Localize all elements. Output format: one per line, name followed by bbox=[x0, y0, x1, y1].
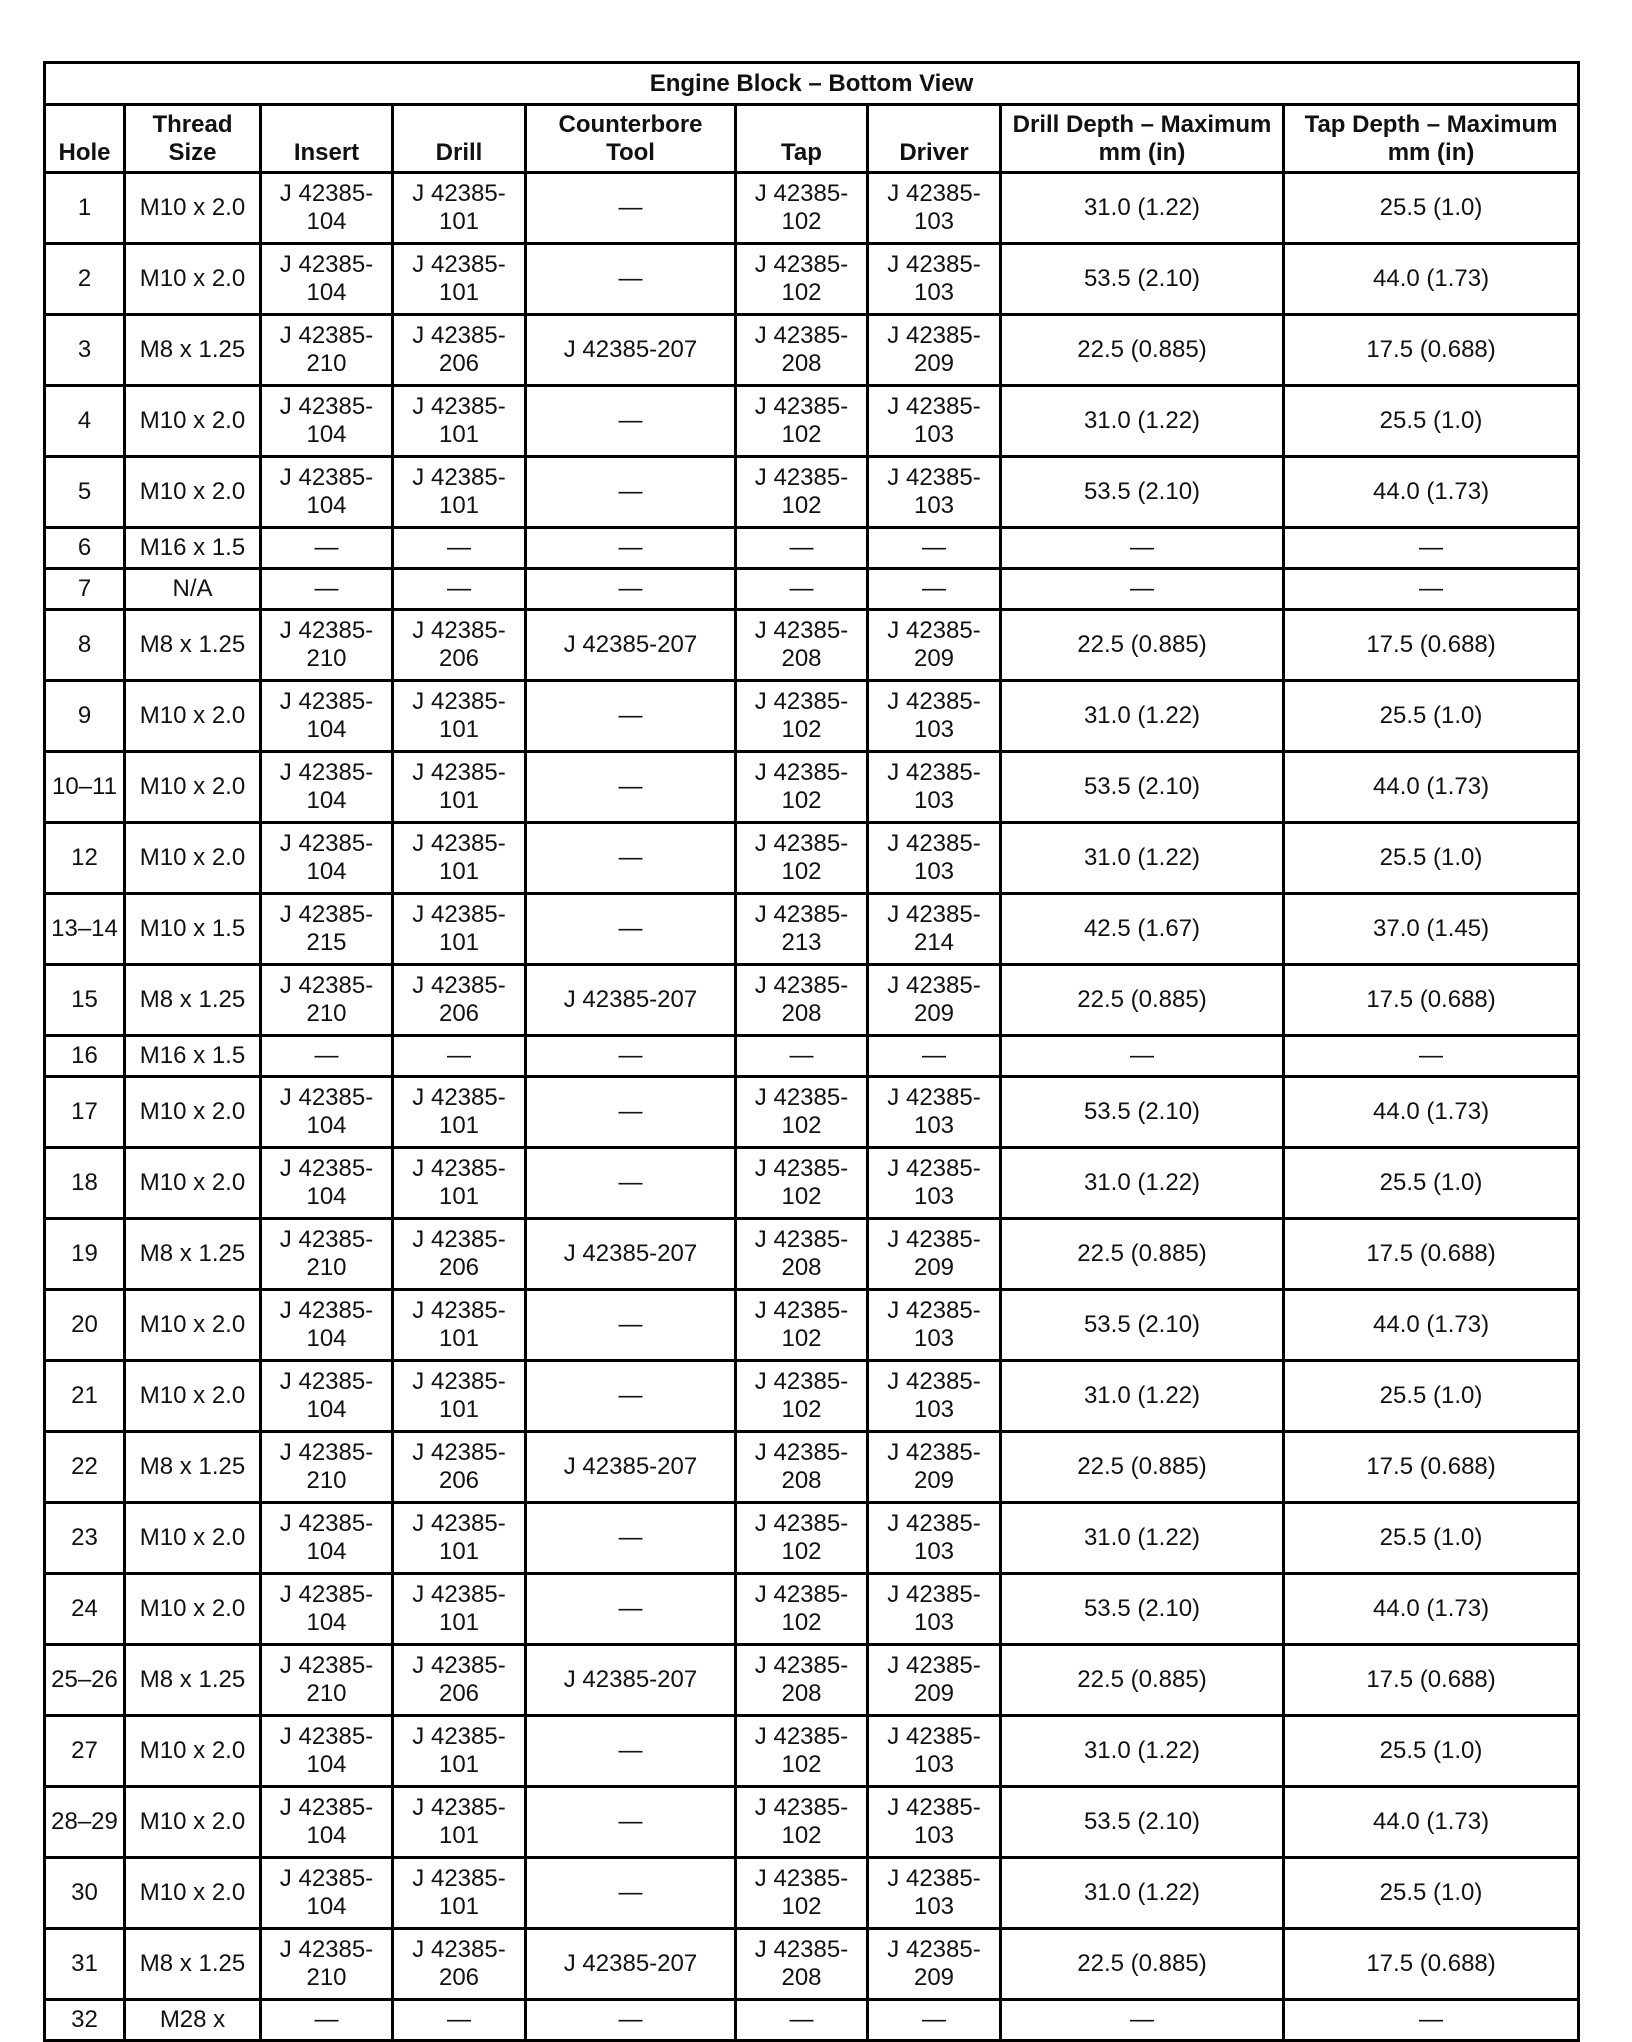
cell-hole: 20 bbox=[45, 1290, 125, 1361]
cell-hole: 25–26 bbox=[45, 1645, 125, 1716]
cell-counterbore-tool: — bbox=[526, 1290, 736, 1361]
cell-insert: J 42385-104 bbox=[261, 173, 393, 244]
cell-tap-depth: 44.0 (1.73) bbox=[1284, 1574, 1579, 1645]
cell-tap-depth: 25.5 (1.0) bbox=[1284, 681, 1579, 752]
cell-insert: J 42385-104 bbox=[261, 386, 393, 457]
cell-thread-size: M10 x 2.0 bbox=[125, 752, 261, 823]
cell-tap-depth: — bbox=[1284, 569, 1579, 610]
cell-tap-depth: 25.5 (1.0) bbox=[1284, 386, 1579, 457]
cell-tap: J 42385-102 bbox=[736, 1148, 868, 1219]
cell-drill-depth: 53.5 (2.10) bbox=[1001, 244, 1284, 315]
cell-hole: 24 bbox=[45, 1574, 125, 1645]
cell-hole: 15 bbox=[45, 965, 125, 1036]
cell-counterbore-tool: — bbox=[526, 173, 736, 244]
table-row bbox=[45, 1929, 1579, 2000]
cell-tap: J 42385-102 bbox=[736, 386, 868, 457]
cell-hole: 4 bbox=[45, 386, 125, 457]
cell-insert: J 42385-210 bbox=[261, 965, 393, 1036]
cell-tap: — bbox=[736, 569, 868, 610]
cell-hole: 31 bbox=[45, 1929, 125, 2000]
cell-hole: 28–29 bbox=[45, 1787, 125, 1858]
cell-insert: J 42385-210 bbox=[261, 1929, 393, 2000]
cell-tap: J 42385-208 bbox=[736, 1929, 868, 2000]
cell-tap-depth: 44.0 (1.73) bbox=[1284, 1290, 1579, 1361]
cell-tap: J 42385-102 bbox=[736, 1077, 868, 1148]
cell-insert: J 42385-104 bbox=[261, 752, 393, 823]
cell-tap: J 42385-208 bbox=[736, 1645, 868, 1716]
table-row bbox=[45, 315, 1579, 386]
cell-driver: J 42385-209 bbox=[868, 1432, 1001, 1503]
cell-tap-depth: 17.5 (0.688) bbox=[1284, 315, 1579, 386]
cell-hole: 13–14 bbox=[45, 894, 125, 965]
cell-driver: J 42385-103 bbox=[868, 752, 1001, 823]
cell-drill: J 42385-206 bbox=[393, 1432, 526, 1503]
cell-drill: J 42385-101 bbox=[393, 1077, 526, 1148]
cell-driver: J 42385-209 bbox=[868, 1219, 1001, 1290]
cell-tap: J 42385-102 bbox=[736, 173, 868, 244]
cell-tap: J 42385-102 bbox=[736, 1503, 868, 1574]
cell-counterbore-tool: J 42385-207 bbox=[526, 1645, 736, 1716]
cell-counterbore-tool: — bbox=[526, 1716, 736, 1787]
cell-tap-depth: 44.0 (1.73) bbox=[1284, 244, 1579, 315]
cell-drill: J 42385-101 bbox=[393, 1574, 526, 1645]
table-row bbox=[45, 1716, 1579, 1787]
cell-thread-size: M8 x 1.25 bbox=[125, 1929, 261, 2000]
cell-drill-depth: — bbox=[1001, 1036, 1284, 1077]
header-drill-depth: Drill Depth – Maximum mm (in) bbox=[1001, 105, 1284, 173]
cell-drill: — bbox=[393, 1036, 526, 1077]
cell-tap-depth: 17.5 (0.688) bbox=[1284, 965, 1579, 1036]
cell-tap-depth: 25.5 (1.0) bbox=[1284, 823, 1579, 894]
cell-drill-depth: 31.0 (1.22) bbox=[1001, 1148, 1284, 1219]
cell-tap-depth: — bbox=[1284, 528, 1579, 569]
cell-hole: 17 bbox=[45, 1077, 125, 1148]
cell-thread-size: M8 x 1.25 bbox=[125, 610, 261, 681]
cell-driver: J 42385-209 bbox=[868, 1929, 1001, 2000]
cell-tap: — bbox=[736, 1036, 868, 1077]
cell-drill-depth: 53.5 (2.10) bbox=[1001, 1787, 1284, 1858]
cell-insert: J 42385-210 bbox=[261, 315, 393, 386]
cell-tap-depth: 17.5 (0.688) bbox=[1284, 1432, 1579, 1503]
cell-thread-size: M10 x 2.0 bbox=[125, 1503, 261, 1574]
cell-insert: J 42385-104 bbox=[261, 1290, 393, 1361]
cell-thread-size: M10 x 2.0 bbox=[125, 1574, 261, 1645]
cell-tap-depth: 17.5 (0.688) bbox=[1284, 1219, 1579, 1290]
cell-drill-depth: — bbox=[1001, 569, 1284, 610]
table-row bbox=[45, 1077, 1579, 1148]
cell-tap-depth: 37.0 (1.45) bbox=[1284, 894, 1579, 965]
cell-driver: J 42385-103 bbox=[868, 1858, 1001, 1929]
cell-counterbore-tool: — bbox=[526, 894, 736, 965]
table-row bbox=[45, 1432, 1579, 1503]
cell-hole: 5 bbox=[45, 457, 125, 528]
cell-counterbore-tool: — bbox=[526, 244, 736, 315]
cell-driver: — bbox=[868, 1036, 1001, 1077]
cell-tap-depth: 17.5 (0.688) bbox=[1284, 1645, 1579, 1716]
cell-drill: J 42385-206 bbox=[393, 1219, 526, 1290]
cell-drill: J 42385-206 bbox=[393, 965, 526, 1036]
cell-counterbore-tool: — bbox=[526, 2000, 736, 2041]
cell-counterbore-tool: — bbox=[526, 1787, 736, 1858]
cell-tap-depth: 17.5 (0.688) bbox=[1284, 1929, 1579, 2000]
cell-insert: — bbox=[261, 569, 393, 610]
cell-drill: J 42385-101 bbox=[393, 173, 526, 244]
cell-drill-depth: 42.5 (1.67) bbox=[1001, 894, 1284, 965]
cell-thread-size: M16 x 1.5 bbox=[125, 528, 261, 569]
cell-counterbore-tool: — bbox=[526, 386, 736, 457]
cell-thread-size: M10 x 2.0 bbox=[125, 1077, 261, 1148]
cell-tap: J 42385-208 bbox=[736, 610, 868, 681]
header-tap-depth: Tap Depth – Maximum mm (in) bbox=[1284, 105, 1579, 173]
cell-thread-size: M10 x 2.0 bbox=[125, 1148, 261, 1219]
cell-insert: J 42385-210 bbox=[261, 1219, 393, 1290]
cell-tap: — bbox=[736, 528, 868, 569]
cell-drill-depth: 53.5 (2.10) bbox=[1001, 1077, 1284, 1148]
cell-thread-size: M8 x 1.25 bbox=[125, 315, 261, 386]
table-row bbox=[45, 965, 1579, 1036]
cell-driver: J 42385-214 bbox=[868, 894, 1001, 965]
cell-thread-size: M10 x 2.0 bbox=[125, 1716, 261, 1787]
cell-tap: J 42385-208 bbox=[736, 965, 868, 1036]
table-row bbox=[45, 1503, 1579, 1574]
cell-tap: J 42385-102 bbox=[736, 681, 868, 752]
cell-counterbore-tool: J 42385-207 bbox=[526, 315, 736, 386]
cell-thread-size: M8 x 1.25 bbox=[125, 1645, 261, 1716]
cell-tap: J 42385-102 bbox=[736, 1716, 868, 1787]
cell-counterbore-tool: — bbox=[526, 1574, 736, 1645]
cell-tap-depth: 25.5 (1.0) bbox=[1284, 1858, 1579, 1929]
table-row bbox=[45, 1787, 1579, 1858]
cell-tap-depth: 44.0 (1.73) bbox=[1284, 752, 1579, 823]
cell-drill: J 42385-101 bbox=[393, 386, 526, 457]
cell-hole: 3 bbox=[45, 315, 125, 386]
cell-counterbore-tool: J 42385-207 bbox=[526, 1432, 736, 1503]
cell-tap-depth: 25.5 (1.0) bbox=[1284, 1716, 1579, 1787]
cell-tap: J 42385-102 bbox=[736, 1787, 868, 1858]
cell-hole: 2 bbox=[45, 244, 125, 315]
cell-counterbore-tool: J 42385-207 bbox=[526, 1929, 736, 2000]
cell-thread-size: M10 x 2.0 bbox=[125, 1858, 261, 1929]
cell-counterbore-tool: — bbox=[526, 528, 736, 569]
cell-tap: J 42385-208 bbox=[736, 1432, 868, 1503]
cell-thread-size: M10 x 1.5 bbox=[125, 894, 261, 965]
cell-hole: 22 bbox=[45, 1432, 125, 1503]
cell-hole: 18 bbox=[45, 1148, 125, 1219]
cell-thread-size: M8 x 1.25 bbox=[125, 965, 261, 1036]
cell-tap-depth: 25.5 (1.0) bbox=[1284, 173, 1579, 244]
cell-drill-depth: 22.5 (0.885) bbox=[1001, 1929, 1284, 2000]
table-row bbox=[45, 681, 1579, 752]
cell-thread-size: M10 x 2.0 bbox=[125, 244, 261, 315]
cell-driver: — bbox=[868, 528, 1001, 569]
cell-insert: J 42385-210 bbox=[261, 1645, 393, 1716]
cell-drill: J 42385-101 bbox=[393, 1787, 526, 1858]
cell-drill: J 42385-206 bbox=[393, 610, 526, 681]
table-header-row bbox=[45, 105, 1579, 173]
cell-drill: J 42385-101 bbox=[393, 244, 526, 315]
cell-thread-size: M10 x 2.0 bbox=[125, 1787, 261, 1858]
cell-tap: J 42385-102 bbox=[736, 457, 868, 528]
table-title-row bbox=[45, 63, 1579, 105]
cell-hole: 19 bbox=[45, 1219, 125, 1290]
cell-driver: — bbox=[868, 2000, 1001, 2041]
cell-insert: J 42385-104 bbox=[261, 1077, 393, 1148]
cell-driver: J 42385-103 bbox=[868, 244, 1001, 315]
cell-hole: 9 bbox=[45, 681, 125, 752]
cell-drill-depth: 22.5 (0.885) bbox=[1001, 1219, 1284, 1290]
cell-drill: J 42385-101 bbox=[393, 752, 526, 823]
cell-thread-size: M10 x 2.0 bbox=[125, 823, 261, 894]
cell-insert: J 42385-104 bbox=[261, 1503, 393, 1574]
cell-tap: — bbox=[736, 2000, 868, 2041]
table-row bbox=[45, 1036, 1579, 1077]
table-row bbox=[45, 1361, 1579, 1432]
cell-insert: J 42385-210 bbox=[261, 610, 393, 681]
cell-counterbore-tool: — bbox=[526, 1148, 736, 1219]
cell-driver: J 42385-209 bbox=[868, 610, 1001, 681]
cell-drill: J 42385-101 bbox=[393, 457, 526, 528]
cell-drill-depth: 53.5 (2.10) bbox=[1001, 752, 1284, 823]
cell-insert: J 42385-104 bbox=[261, 1787, 393, 1858]
cell-drill: J 42385-101 bbox=[393, 1858, 526, 1929]
table-row bbox=[45, 610, 1579, 681]
cell-tap-depth: 44.0 (1.73) bbox=[1284, 1077, 1579, 1148]
cell-drill: — bbox=[393, 528, 526, 569]
table-row bbox=[45, 457, 1579, 528]
cell-tap-depth: 25.5 (1.0) bbox=[1284, 1148, 1579, 1219]
cell-driver: J 42385-103 bbox=[868, 1290, 1001, 1361]
cell-thread-size: M8 x 1.25 bbox=[125, 1432, 261, 1503]
table-row bbox=[45, 1645, 1579, 1716]
cell-drill: J 42385-206 bbox=[393, 315, 526, 386]
cell-driver: J 42385-103 bbox=[868, 1361, 1001, 1432]
cell-tap: J 42385-102 bbox=[736, 1858, 868, 1929]
cell-driver: J 42385-103 bbox=[868, 173, 1001, 244]
cell-insert: J 42385-104 bbox=[261, 823, 393, 894]
cell-tap-depth: 25.5 (1.0) bbox=[1284, 1361, 1579, 1432]
cell-drill-depth: 31.0 (1.22) bbox=[1001, 1361, 1284, 1432]
table-row bbox=[45, 823, 1579, 894]
cell-drill-depth: 22.5 (0.885) bbox=[1001, 610, 1284, 681]
cell-thread-size: M16 x 1.5 bbox=[125, 1036, 261, 1077]
cell-tap: J 42385-208 bbox=[736, 315, 868, 386]
cell-tap-depth: 44.0 (1.73) bbox=[1284, 1787, 1579, 1858]
cell-drill: J 42385-101 bbox=[393, 1148, 526, 1219]
table-body bbox=[45, 173, 1579, 2041]
table-row bbox=[45, 894, 1579, 965]
cell-drill: — bbox=[393, 569, 526, 610]
table-row bbox=[45, 386, 1579, 457]
cell-tap-depth: — bbox=[1284, 2000, 1579, 2041]
cell-drill-depth: 53.5 (2.10) bbox=[1001, 1290, 1284, 1361]
cell-drill: J 42385-101 bbox=[393, 1361, 526, 1432]
cell-counterbore-tool: — bbox=[526, 1503, 736, 1574]
table-row bbox=[45, 528, 1579, 569]
table-row bbox=[45, 173, 1579, 244]
cell-drill-depth: 22.5 (0.885) bbox=[1001, 315, 1284, 386]
cell-counterbore-tool: — bbox=[526, 823, 736, 894]
cell-tap-depth: 44.0 (1.73) bbox=[1284, 457, 1579, 528]
table-row bbox=[45, 1148, 1579, 1219]
header-insert: Insert bbox=[261, 105, 393, 173]
cell-hole: 12 bbox=[45, 823, 125, 894]
table-row bbox=[45, 1219, 1579, 1290]
cell-thread-size: M10 x 2.0 bbox=[125, 386, 261, 457]
cell-drill: J 42385-206 bbox=[393, 1929, 526, 2000]
cell-driver: J 42385-103 bbox=[868, 681, 1001, 752]
cell-drill-depth: 22.5 (0.885) bbox=[1001, 965, 1284, 1036]
cell-insert: J 42385-104 bbox=[261, 457, 393, 528]
cell-insert: J 42385-104 bbox=[261, 1574, 393, 1645]
cell-hole: 27 bbox=[45, 1716, 125, 1787]
cell-driver: J 42385-103 bbox=[868, 1787, 1001, 1858]
cell-counterbore-tool: — bbox=[526, 569, 736, 610]
cell-thread-size: M10 x 2.0 bbox=[125, 1361, 261, 1432]
header-driver: Driver bbox=[868, 105, 1001, 173]
cell-hole: 32 bbox=[45, 2000, 125, 2041]
cell-insert: J 42385-104 bbox=[261, 1148, 393, 1219]
cell-drill-depth: 22.5 (0.885) bbox=[1001, 1432, 1284, 1503]
cell-tap: J 42385-102 bbox=[736, 752, 868, 823]
cell-hole: 21 bbox=[45, 1361, 125, 1432]
cell-tap: J 42385-102 bbox=[736, 1290, 868, 1361]
cell-driver: J 42385-209 bbox=[868, 965, 1001, 1036]
cell-drill-depth: — bbox=[1001, 2000, 1284, 2041]
cell-thread-size: M28 x bbox=[125, 2000, 261, 2041]
cell-hole: 8 bbox=[45, 610, 125, 681]
header-tap: Tap bbox=[736, 105, 868, 173]
table-row bbox=[45, 569, 1579, 610]
cell-insert: J 42385-104 bbox=[261, 681, 393, 752]
cell-drill-depth: 31.0 (1.22) bbox=[1001, 386, 1284, 457]
cell-tap: J 42385-102 bbox=[736, 823, 868, 894]
cell-hole: 7 bbox=[45, 569, 125, 610]
cell-driver: J 42385-103 bbox=[868, 386, 1001, 457]
cell-hole: 1 bbox=[45, 173, 125, 244]
table-row bbox=[45, 1858, 1579, 1929]
cell-drill-depth: 31.0 (1.22) bbox=[1001, 823, 1284, 894]
table-row bbox=[45, 2000, 1579, 2041]
cell-drill-depth: 31.0 (1.22) bbox=[1001, 173, 1284, 244]
cell-drill-depth: 31.0 (1.22) bbox=[1001, 1503, 1284, 1574]
table-row bbox=[45, 752, 1579, 823]
cell-thread-size: M10 x 2.0 bbox=[125, 681, 261, 752]
cell-hole: 10–11 bbox=[45, 752, 125, 823]
cell-counterbore-tool: — bbox=[526, 752, 736, 823]
cell-tap-depth: 25.5 (1.0) bbox=[1284, 1503, 1579, 1574]
cell-insert: J 42385-104 bbox=[261, 1361, 393, 1432]
cell-driver: J 42385-209 bbox=[868, 1645, 1001, 1716]
cell-drill: J 42385-101 bbox=[393, 823, 526, 894]
table-title: Engine Block – Bottom View bbox=[45, 63, 1579, 105]
cell-drill: J 42385-206 bbox=[393, 1645, 526, 1716]
cell-counterbore-tool: J 42385-207 bbox=[526, 610, 736, 681]
header-hole: Hole bbox=[45, 105, 125, 173]
cell-driver: J 42385-103 bbox=[868, 1148, 1001, 1219]
cell-drill-depth: 53.5 (2.10) bbox=[1001, 457, 1284, 528]
cell-insert: J 42385-104 bbox=[261, 1858, 393, 1929]
cell-drill: J 42385-101 bbox=[393, 1290, 526, 1361]
cell-counterbore-tool: — bbox=[526, 1036, 736, 1077]
cell-counterbore-tool: — bbox=[526, 681, 736, 752]
table-row bbox=[45, 1290, 1579, 1361]
cell-drill: J 42385-101 bbox=[393, 1716, 526, 1787]
cell-counterbore-tool: — bbox=[526, 457, 736, 528]
cell-insert: J 42385-104 bbox=[261, 244, 393, 315]
cell-counterbore-tool: — bbox=[526, 1858, 736, 1929]
cell-thread-size: N/A bbox=[125, 569, 261, 610]
cell-counterbore-tool: J 42385-207 bbox=[526, 965, 736, 1036]
cell-counterbore-tool: J 42385-207 bbox=[526, 1219, 736, 1290]
cell-drill-depth: 53.5 (2.10) bbox=[1001, 1574, 1284, 1645]
cell-driver: — bbox=[868, 569, 1001, 610]
cell-drill-depth: 31.0 (1.22) bbox=[1001, 1716, 1284, 1787]
cell-counterbore-tool: — bbox=[526, 1361, 736, 1432]
cell-hole: 16 bbox=[45, 1036, 125, 1077]
table-row bbox=[45, 1574, 1579, 1645]
cell-thread-size: M10 x 2.0 bbox=[125, 1290, 261, 1361]
cell-driver: J 42385-103 bbox=[868, 457, 1001, 528]
cell-thread-size: M10 x 2.0 bbox=[125, 173, 261, 244]
cell-tap: J 42385-213 bbox=[736, 894, 868, 965]
header-thread-size: Thread Size bbox=[125, 105, 261, 173]
cell-counterbore-tool: — bbox=[526, 1077, 736, 1148]
cell-tap: J 42385-102 bbox=[736, 244, 868, 315]
cell-insert: — bbox=[261, 1036, 393, 1077]
cell-tap: J 42385-102 bbox=[736, 1361, 868, 1432]
engine-block-spec-table bbox=[43, 61, 1580, 2042]
header-counterbore-tool: Counterbore Tool bbox=[526, 105, 736, 173]
header-drill: Drill bbox=[393, 105, 526, 173]
cell-tap: J 42385-102 bbox=[736, 1574, 868, 1645]
cell-insert: J 42385-215 bbox=[261, 894, 393, 965]
cell-hole: 23 bbox=[45, 1503, 125, 1574]
cell-driver: J 42385-209 bbox=[868, 315, 1001, 386]
cell-drill-depth: — bbox=[1001, 528, 1284, 569]
cell-driver: J 42385-103 bbox=[868, 823, 1001, 894]
cell-insert: J 42385-104 bbox=[261, 1716, 393, 1787]
cell-insert: — bbox=[261, 2000, 393, 2041]
cell-drill-depth: 31.0 (1.22) bbox=[1001, 1858, 1284, 1929]
cell-drill: J 42385-101 bbox=[393, 894, 526, 965]
cell-drill-depth: 31.0 (1.22) bbox=[1001, 681, 1284, 752]
cell-driver: J 42385-103 bbox=[868, 1077, 1001, 1148]
cell-driver: J 42385-103 bbox=[868, 1716, 1001, 1787]
cell-drill-depth: 22.5 (0.885) bbox=[1001, 1645, 1284, 1716]
cell-drill: J 42385-101 bbox=[393, 681, 526, 752]
cell-hole: 30 bbox=[45, 1858, 125, 1929]
cell-tap-depth: 17.5 (0.688) bbox=[1284, 610, 1579, 681]
cell-thread-size: M8 x 1.25 bbox=[125, 1219, 261, 1290]
cell-drill: — bbox=[393, 2000, 526, 2041]
table-row bbox=[45, 244, 1579, 315]
cell-tap-depth: — bbox=[1284, 1036, 1579, 1077]
cell-driver: J 42385-103 bbox=[868, 1503, 1001, 1574]
cell-tap: J 42385-208 bbox=[736, 1219, 868, 1290]
cell-insert: — bbox=[261, 528, 393, 569]
cell-driver: J 42385-103 bbox=[868, 1574, 1001, 1645]
cell-insert: J 42385-210 bbox=[261, 1432, 393, 1503]
cell-hole: 6 bbox=[45, 528, 125, 569]
cell-thread-size: M10 x 2.0 bbox=[125, 457, 261, 528]
cell-drill: J 42385-101 bbox=[393, 1503, 526, 1574]
